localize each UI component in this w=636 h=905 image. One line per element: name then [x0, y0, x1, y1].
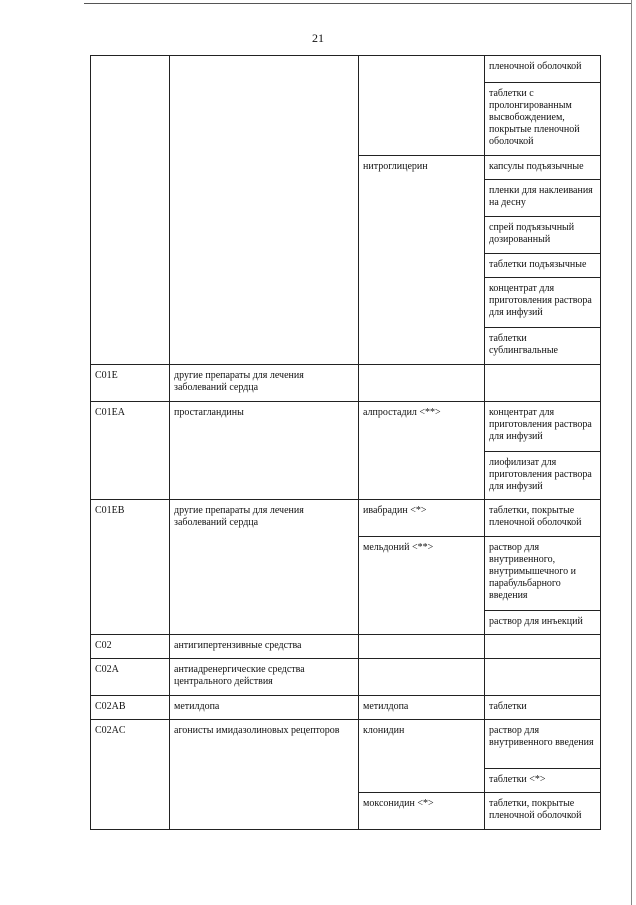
drug-cell: клонидин — [359, 720, 485, 793]
drug-cell — [359, 659, 485, 696]
top-rule — [84, 3, 632, 4]
table-row — [91, 365, 601, 402]
group-cell: другие препараты для лечения заболеваний сердца — [170, 365, 359, 402]
group-cell: другие препараты для лечения заболеваний сердца — [170, 500, 359, 635]
drug-cell: ивабрадин <*> — [359, 500, 485, 537]
form-cell: таблетки подъязычные — [485, 254, 601, 278]
form-cell — [485, 659, 601, 696]
drug-cell: алпростадил <**> — [359, 402, 485, 500]
table-row — [91, 402, 601, 452]
table-row — [91, 720, 601, 769]
atc-code-cell: C02AC — [91, 720, 170, 830]
form-cell: капсулы подъязычные — [485, 156, 601, 180]
page-number: 21 — [312, 31, 324, 45]
atc-code-cell: C01EA — [91, 402, 170, 500]
group-cell — [170, 56, 359, 365]
drug-cell: мельдоний <**> — [359, 537, 485, 635]
table-row — [91, 659, 601, 696]
atc-code-cell: C02A — [91, 659, 170, 696]
form-cell: раствор для внутривенного введения — [485, 720, 601, 769]
form-cell: таблетки <*> — [485, 769, 601, 793]
table-row — [91, 500, 601, 537]
drug-cell: метилдопа — [359, 696, 485, 720]
drug-cell: нитроглицерин — [359, 156, 485, 365]
form-cell — [485, 635, 601, 659]
drug-cell — [359, 56, 485, 156]
drug-cell: моксонидин <*> — [359, 793, 485, 830]
drug-classification-table — [90, 55, 601, 830]
form-cell: концентрат для приготовления раствора для инфузий — [485, 278, 601, 328]
form-cell: раствор для инъекций — [485, 611, 601, 635]
form-cell: концентрат для приготовления раствора для инфузий — [485, 402, 601, 452]
atc-code-cell: C02 — [91, 635, 170, 659]
atc-code-cell: C01E — [91, 365, 170, 402]
form-cell — [485, 365, 601, 402]
page-edge-line — [631, 0, 632, 905]
group-cell: антиадренергические средства центрального действия — [170, 659, 359, 696]
group-cell: антигипертензивные средства — [170, 635, 359, 659]
form-cell: спрей подъязычный дозированный — [485, 217, 601, 254]
drug-cell — [359, 365, 485, 402]
form-cell: таблетки — [485, 696, 601, 720]
table-row — [91, 56, 601, 83]
form-cell: лиофилизат для приготовления раствора для инфузий — [485, 452, 601, 500]
table-row — [91, 635, 601, 659]
group-cell: метилдопа — [170, 696, 359, 720]
form-cell: таблетки, покрытые пленочной оболочкой — [485, 500, 601, 537]
atc-code-cell: C01EB — [91, 500, 170, 635]
drug-cell — [359, 635, 485, 659]
form-cell: таблетки с пролонгированным высвобождением, покрытые пленочной оболочкой — [485, 83, 601, 156]
group-cell: агонисты имидазолиновых рецепторов — [170, 720, 359, 830]
form-cell: таблетки, покрытые пленочной оболочкой — [485, 793, 601, 830]
group-cell: простагландины — [170, 402, 359, 500]
form-cell: таблетки сублингвальные — [485, 328, 601, 365]
form-cell: раствор для внутривенного, внутримышечного и парабульбарного введения — [485, 537, 601, 611]
atc-code-cell: C02AB — [91, 696, 170, 720]
table-row — [91, 696, 601, 720]
form-cell: пленочной оболочкой — [485, 56, 601, 83]
form-cell: пленки для наклеивания на десну — [485, 180, 601, 217]
atc-code-cell — [91, 56, 170, 365]
